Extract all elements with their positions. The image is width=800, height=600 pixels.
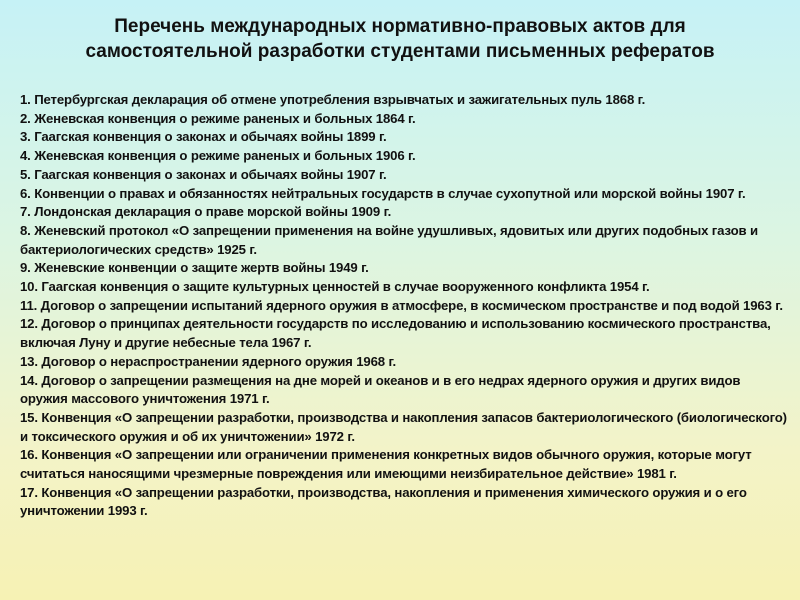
list-item: 5. Гаагская конвенция о законах и обычаях войны 1907 г. [20,166,387,182]
slide-title [0,14,800,64]
list-item: 9. Женевские конвенции о защите жертв войны 1949 г. [20,260,369,276]
list-item: 12. Договор о принципах деятельности государств по исследованию и использованию космического пространства, включая Луну и другие небесные тела 1967 г. [20,316,771,351]
slide-title-line-1: Перечень международных нормативно-правовых актов для [114,16,686,37]
list-item: 15. Конвенция «О запрещении разработки, производства и накопления запасов бактериологического (биологического) и токсического оружия и об их уничтожении» 1972 г. [20,409,787,444]
acts-list [20,91,790,521]
list-item: 3. Гаагская конвенция о законах и обычаях войны 1899 г. [20,129,387,145]
list-item: 6. Конвенции о правах и обязанностях нейтральных государств в случае сухопутной или морской войны 1907 г. [20,185,746,201]
list-item: 10. Гаагская конвенция о защите культурных ценностей в случае вооруженного конфликта 1954 г. [20,279,650,295]
list-item: 11. Договор о запрещении испытаний ядерного оружия в атмосфере, в космическом пространстве и под водой 1963 г. [20,297,783,313]
list-item: 16. Конвенция «О запрещении или ограничении применения конкретных видов обычного оружия, которые могут считаться наносящими чрезмерные повреждения или имеющими неизбирательное действие» 1981 г. [20,447,752,482]
list-item: 1. Петербургская декларация об отмене употребления взрывчатых и зажигательных пуль 1868 г. [20,92,646,107]
list-item: 2. Женевская конвенция о режиме раненых и больных 1864 г. [20,110,416,126]
list-item: 4. Женевская конвенция о режиме раненых и больных 1906 г. [20,148,416,164]
list-item: 8. Женевский протокол «О запрещении применения на войне удушливых, ядовитых или других подобных газов и бактериологических средств» 1925 г. [20,222,758,257]
list-item: 17. Конвенция «О запрещении разработки, производства, накопления и применения химического оружия и о его уничтожении 1993 г. [20,484,747,519]
list-item: 7. Лондонская декларация о праве морской войны 1909 г. [20,204,392,220]
list-item: 13. Договор о нераспространении ядерного оружия 1968 г. [20,353,397,369]
list-item: 14. Договор о запрещении размещения на дне морей и океанов и в его недрах ядерного оружия и других видов оружия массового уничтожения 1971 г. [20,372,741,407]
slide-title-line-2: самостоятельной разработки студентами письменных рефератов [85,41,715,62]
